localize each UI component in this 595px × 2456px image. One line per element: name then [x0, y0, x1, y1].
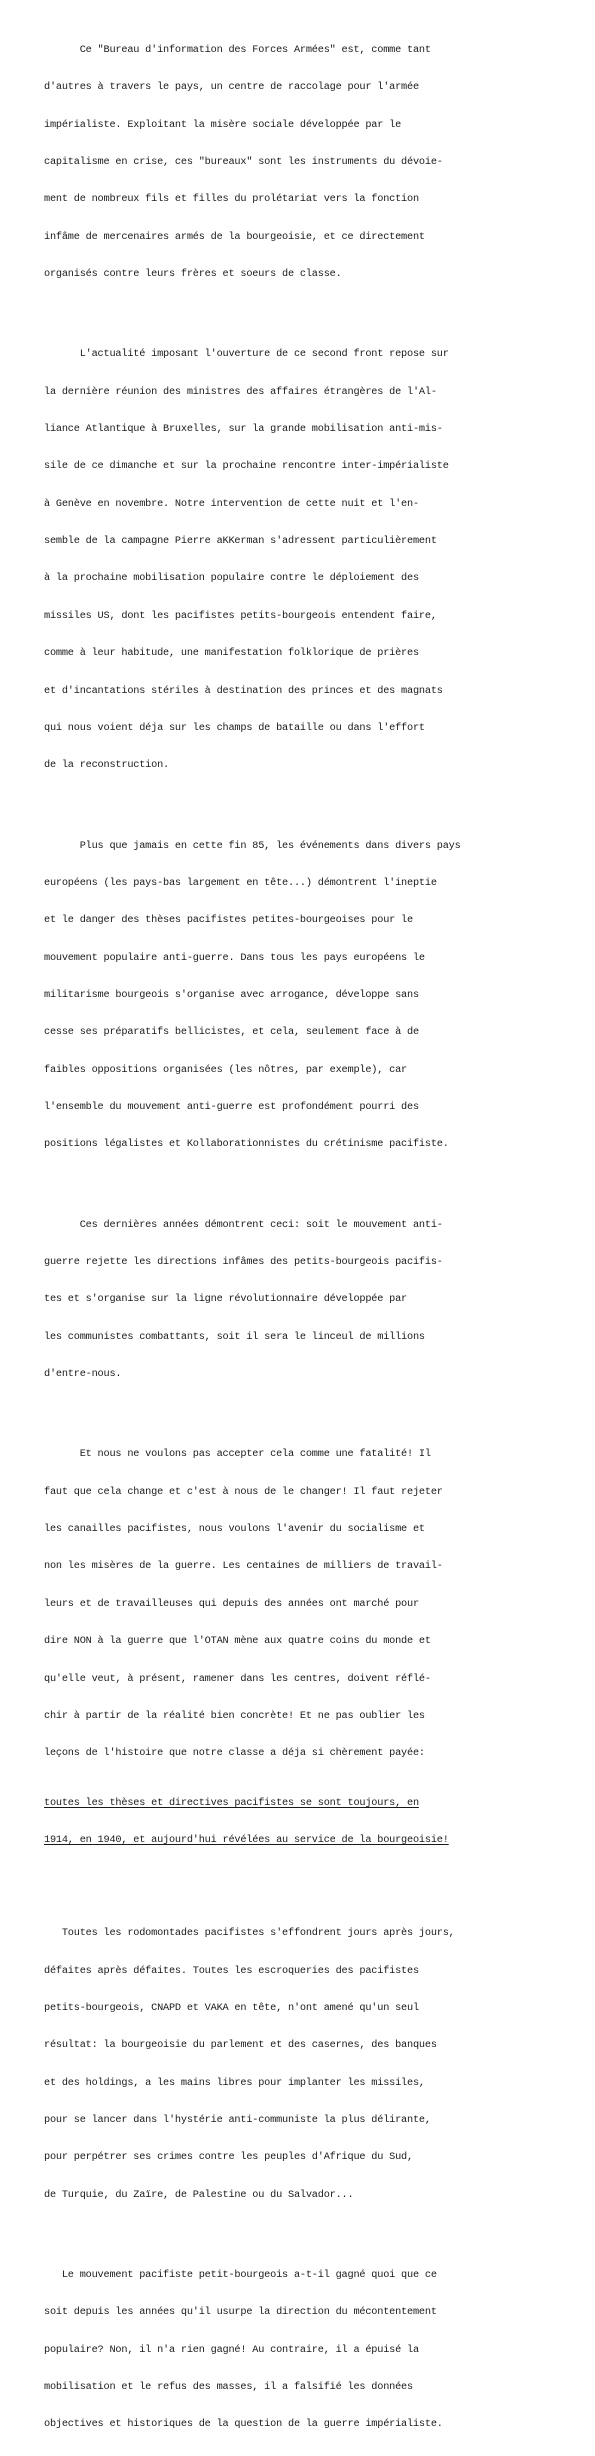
text-line: petits-bourgeois, CNAPD et VAKA en tête, n'ont amené qu'un seul: [44, 2001, 419, 2014]
text-line: soit depuis les années qu'il usurpe la direction du mécontentement: [44, 2306, 437, 2319]
text-line: la dernière réunion des ministres des affaires étrangères de l'Al-: [44, 385, 437, 398]
text-line: qui nous voient déja sur les champs de bataille ou dans l'effort: [44, 721, 425, 734]
text-line: d'entre-nous.: [44, 1368, 122, 1381]
underlined-statement: [44, 1785, 577, 1872]
text-line: mouvement populaire anti-guerre. Dans tous les pays européens le: [44, 951, 425, 964]
text-line: ment de nombreux fils et filles du prolétariat vers la fonction: [44, 193, 419, 206]
text-line: à la prochaine mobilisation populaire contre le déploiement des: [44, 572, 419, 585]
text-line: Le mouvement pacifiste petit-bourgeois a-t-il gagné quoi que ce: [44, 2268, 437, 2281]
text-line: infâme de mercenaires armés de la bourgeoisie, et ce directement: [44, 230, 425, 243]
text-line: à Genève en novembre. Notre intervention de cette nuit et l'en-: [44, 497, 419, 510]
text-line: de Turquie, du Zaïre, de Palestine ou du Salvador...: [44, 2188, 354, 2201]
text-line: non les misères de la guerre. Les centaines de milliers de travail-: [44, 1560, 443, 1573]
text-line: populaire? Non, il n'a rien gagné! Au contraire, il a épuisé la: [44, 2343, 419, 2356]
text-line: et d'incantations stériles à destination des princes et des magnats: [44, 684, 443, 697]
text-line: militarisme bourgeois s'organise avec arrogance, développe sans: [44, 988, 419, 1001]
text-line: faut que cela change et c'est à nous de le changer! Il faut rejeter: [44, 1485, 443, 1498]
text-line: et des holdings, a les mains libres pour implanter les missiles,: [44, 2076, 425, 2089]
text-line: mobilisation et le refus des masses, il a falsifié les données: [44, 2381, 413, 2394]
text-line: pour perpétrer ses crimes contre les peuples d'Afrique du Sud,: [44, 2151, 413, 2164]
text-line: les canailles pacifistes, nous voulons l'avenir du socialisme et: [44, 1523, 425, 1536]
text-line: positions légalistes et Kollaborationnistes du crétinisme pacifiste.: [44, 1138, 449, 1151]
text-line: missiles US, dont les pacifistes petits-bourgeois entendent faire,: [44, 609, 437, 622]
text-line: Toutes les rodomontades pacifistes s'effondrent jours après jours,: [44, 1927, 455, 1940]
text-line: sile de ce dimanche et sur la prochaine rencontre inter-impérialiste: [44, 460, 449, 473]
text-line: capitalisme en crise, ces "bureaux" sont les instruments du dévoie-: [44, 155, 443, 168]
text-line: tes et s'organise sur la ligne révolutionnaire développée par: [44, 1293, 408, 1306]
underlined-line: 1914, en 1940, et aujourd'hui révélées au service de la bourgeoisie!: [44, 1834, 449, 1847]
paragraph-fatalite: [44, 1423, 577, 1884]
text-line: pour se lancer dans l'hystérie anti-communiste la plus délirante,: [44, 2113, 431, 2126]
paragraph-bureau-information: [44, 19, 577, 305]
text-line: résultat: la bourgeoisie du parlement et des casernes, des banques: [44, 2039, 437, 2052]
text-line: les communistes combattants, soit il sera le linceul de millions: [44, 1330, 425, 1343]
text-line: et le danger des thèses pacifistes petites-bourgeoises pour le: [44, 914, 413, 927]
underlined-line: toutes les thèses et directives pacifistes se sont toujours, en: [44, 1797, 419, 1810]
text-line: de la reconstruction.: [44, 759, 169, 772]
paragraph-second-front: [44, 323, 577, 796]
text-line: Plus que jamais en cette fin 85, les événements dans divers pays: [44, 839, 461, 852]
text-line: impérialiste. Exploitant la misère sociale développée par le: [44, 118, 402, 131]
paragraph-mouvement-pacifiste: [44, 2244, 577, 2456]
text-line: cesse ses préparatifs bellicistes, et cela, seulement face à de: [44, 1026, 419, 1039]
text-line: Et nous ne voulons pas accepter cela comme une fatalité! Il: [44, 1448, 431, 1461]
text-line: liance Atlantique à Bruxelles, sur la grande mobilisation anti-mis-: [44, 423, 443, 436]
text-line: Ces dernières années démontrent ceci: soit le mouvement anti-: [44, 1218, 443, 1231]
text-line: leurs et de travailleuses qui depuis des années ont marché pour: [44, 1597, 419, 1610]
text-line: organisés contre leurs frères et soeurs de classe.: [44, 268, 342, 281]
text-line: défaites après défaites. Toutes les escroqueries des pacifistes: [44, 1964, 419, 1977]
text-line: leçons de l'histoire que notre classe a déja si chèrement payée:: [44, 1747, 425, 1760]
text-line: comme à leur habitude, une manifestation folklorique de prières: [44, 647, 419, 660]
text-line: objectives et historiques de la question de la guerre impérialiste.: [44, 2418, 443, 2431]
text-line: semble de la campagne Pierre aKKerman s'adressent particulièrement: [44, 535, 437, 548]
text-line: L'actualité imposant l'ouverture de ce second front repose sur: [44, 348, 449, 361]
paragraph-rodomontades: [44, 1902, 577, 2226]
text-line: faibles oppositions organisées (les nôtres, par exemple), car: [44, 1063, 408, 1076]
text-line: l'ensemble du mouvement anti-guerre est profondément pourri des: [44, 1101, 419, 1114]
paragraph-fin-85: [44, 815, 577, 1176]
text-line: qu'elle veut, à présent, ramener dans les centres, doivent réflé-: [44, 1672, 431, 1685]
text-line: guerre rejette les directions infâmes des petits-bourgeois pacifis-: [44, 1256, 443, 1269]
text-line: d'autres à travers le pays, un centre de raccolage pour l'armée: [44, 81, 419, 94]
text-line: européens (les pays-bas largement en tête...) démontrent l'ineptie: [44, 876, 437, 889]
text-line: Ce "Bureau d'information des Forces Armées" est, comme tant: [44, 43, 431, 56]
paragraph-dernieres-annees: [44, 1194, 577, 1406]
text-line: chir à partir de la réalité bien concrète! Et ne pas oublier les: [44, 1709, 425, 1722]
text-line: dire NON à la guerre que l'OTAN mène aux quatre coins du monde et: [44, 1635, 431, 1648]
